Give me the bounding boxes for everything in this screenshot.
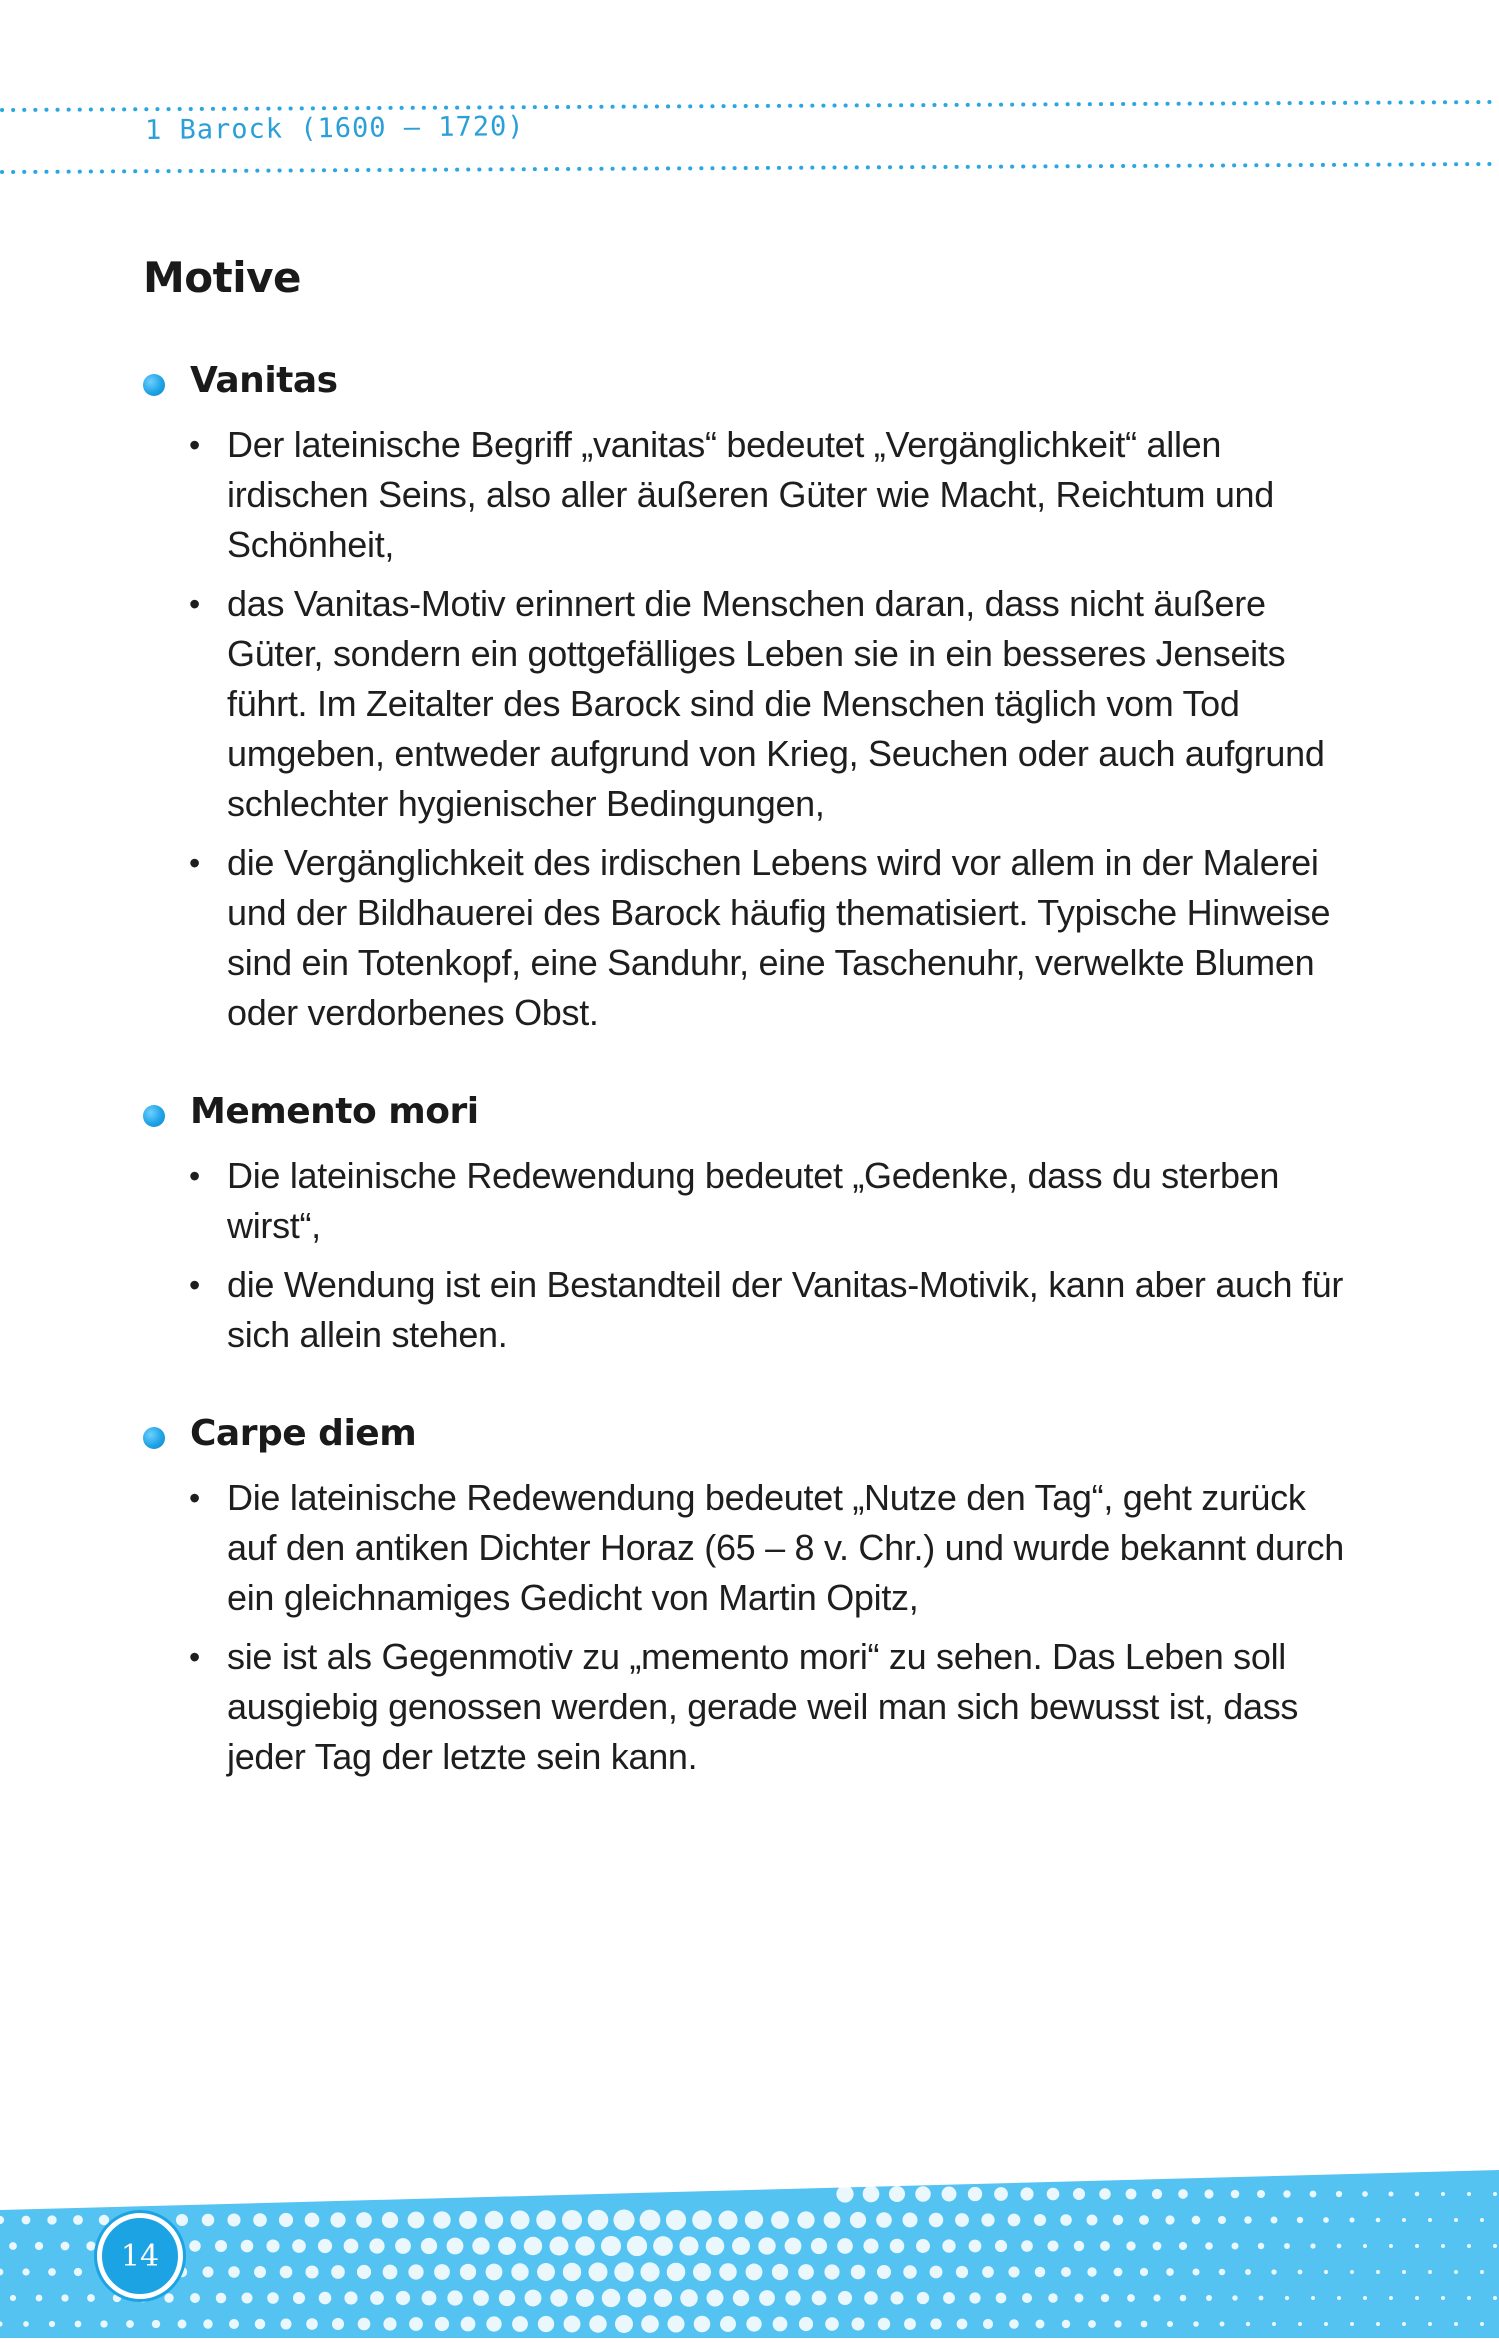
- list-item: [143, 838, 1353, 1038]
- bullet-icon: •: [189, 845, 200, 881]
- section-carpe-diem: [143, 1408, 1353, 1782]
- section-head: [143, 1408, 1353, 1464]
- bullet-icon: •: [189, 586, 200, 622]
- bullet-list: [143, 420, 1353, 1038]
- top-dotted-rule: [0, 98, 1499, 104]
- list-item: [143, 1260, 1353, 1360]
- section-title: Memento mori: [190, 1091, 479, 1132]
- list-item-text: Die lateinische Redewendung bedeutet „Nutze den Tag“, geht zurück auf den antiken Dichter Horaz (65 – 8 v. Chr.) und wurde bekannt durch ein gleichnamiges Gedicht von Martin Opitz,: [227, 1477, 1344, 1618]
- page-title: Motive: [143, 253, 301, 302]
- list-item-text: Der lateinische Begriff „vanitas“ bedeutet „Vergänglichkeit“ allen irdischen Seins, also aller äußeren Güter wie Macht, Reichtum und Schönheit,: [227, 424, 1275, 565]
- blue-dot-icon: [143, 1427, 165, 1449]
- bullet-icon: •: [189, 427, 200, 463]
- header-dotted-rule: [0, 160, 1499, 166]
- section-vanitas: [143, 355, 1353, 1038]
- content: [143, 355, 1353, 1830]
- bullet-icon: •: [189, 1639, 200, 1675]
- list-item-text: die Wendung ist ein Bestandteil der Vanitas-Motivik, kann aber auch für sich allein stehen.: [227, 1264, 1344, 1355]
- section-head: [143, 1086, 1353, 1142]
- footer-halftone-band: [0, 2160, 1499, 2338]
- list-item-text: sie ist als Gegenmotiv zu „memento mori“ zu sehen. Das Leben soll ausgiebig genossen werden, gerade weil man sich bewusst ist, dass jeder Tag der letzte sein kann.: [227, 1636, 1299, 1777]
- bullet-icon: •: [189, 1267, 200, 1303]
- blue-dot-icon: [143, 374, 165, 396]
- blue-dot-icon: [143, 1105, 165, 1127]
- section-memento-mori: [143, 1086, 1353, 1360]
- page-number: 14: [120, 2238, 160, 2274]
- list-item: [143, 1151, 1353, 1251]
- bullet-list: [143, 1473, 1353, 1782]
- list-item-text: Die lateinische Redewendung bedeutet „Gedenke, dass du sterben wirst“,: [227, 1155, 1280, 1246]
- section-title: Vanitas: [190, 360, 338, 401]
- list-item: [143, 420, 1353, 570]
- list-item: [143, 1473, 1353, 1623]
- list-item-text: das Vanitas-Motiv erinnert die Menschen daran, dass nicht äußere Güter, sondern ein gottgefälliges Leben sie in ein besseres Jenseits führt. Im Zeitalter des Barock sind die Menschen täglich vom Tod umgeben, entweder aufgrund von Krieg, Seuchen oder auch aufgrund schlechter hygienischer Bedingungen,: [227, 583, 1325, 824]
- list-item: [143, 1632, 1353, 1782]
- list-item-text: die Vergänglichkeit des irdischen Lebens wird vor allem in der Malerei und der Bildhauerei des Barock häufig thematisiert. Typische Hinweise sind ein Totenkopf, eine Sanduhr, eine Taschenuhr, verwelkte Blumen oder verdorbenes Obst.: [227, 842, 1331, 1033]
- bullet-list: [143, 1151, 1353, 1360]
- section-head: [143, 355, 1353, 411]
- bullet-icon: •: [189, 1480, 200, 1516]
- bullet-icon: •: [189, 1158, 200, 1194]
- section-title: Carpe diem: [190, 1413, 417, 1454]
- running-header: 1 Barock (1600 – 1720): [144, 111, 525, 146]
- list-item: [143, 579, 1353, 829]
- page-number-badge: [97, 2213, 183, 2299]
